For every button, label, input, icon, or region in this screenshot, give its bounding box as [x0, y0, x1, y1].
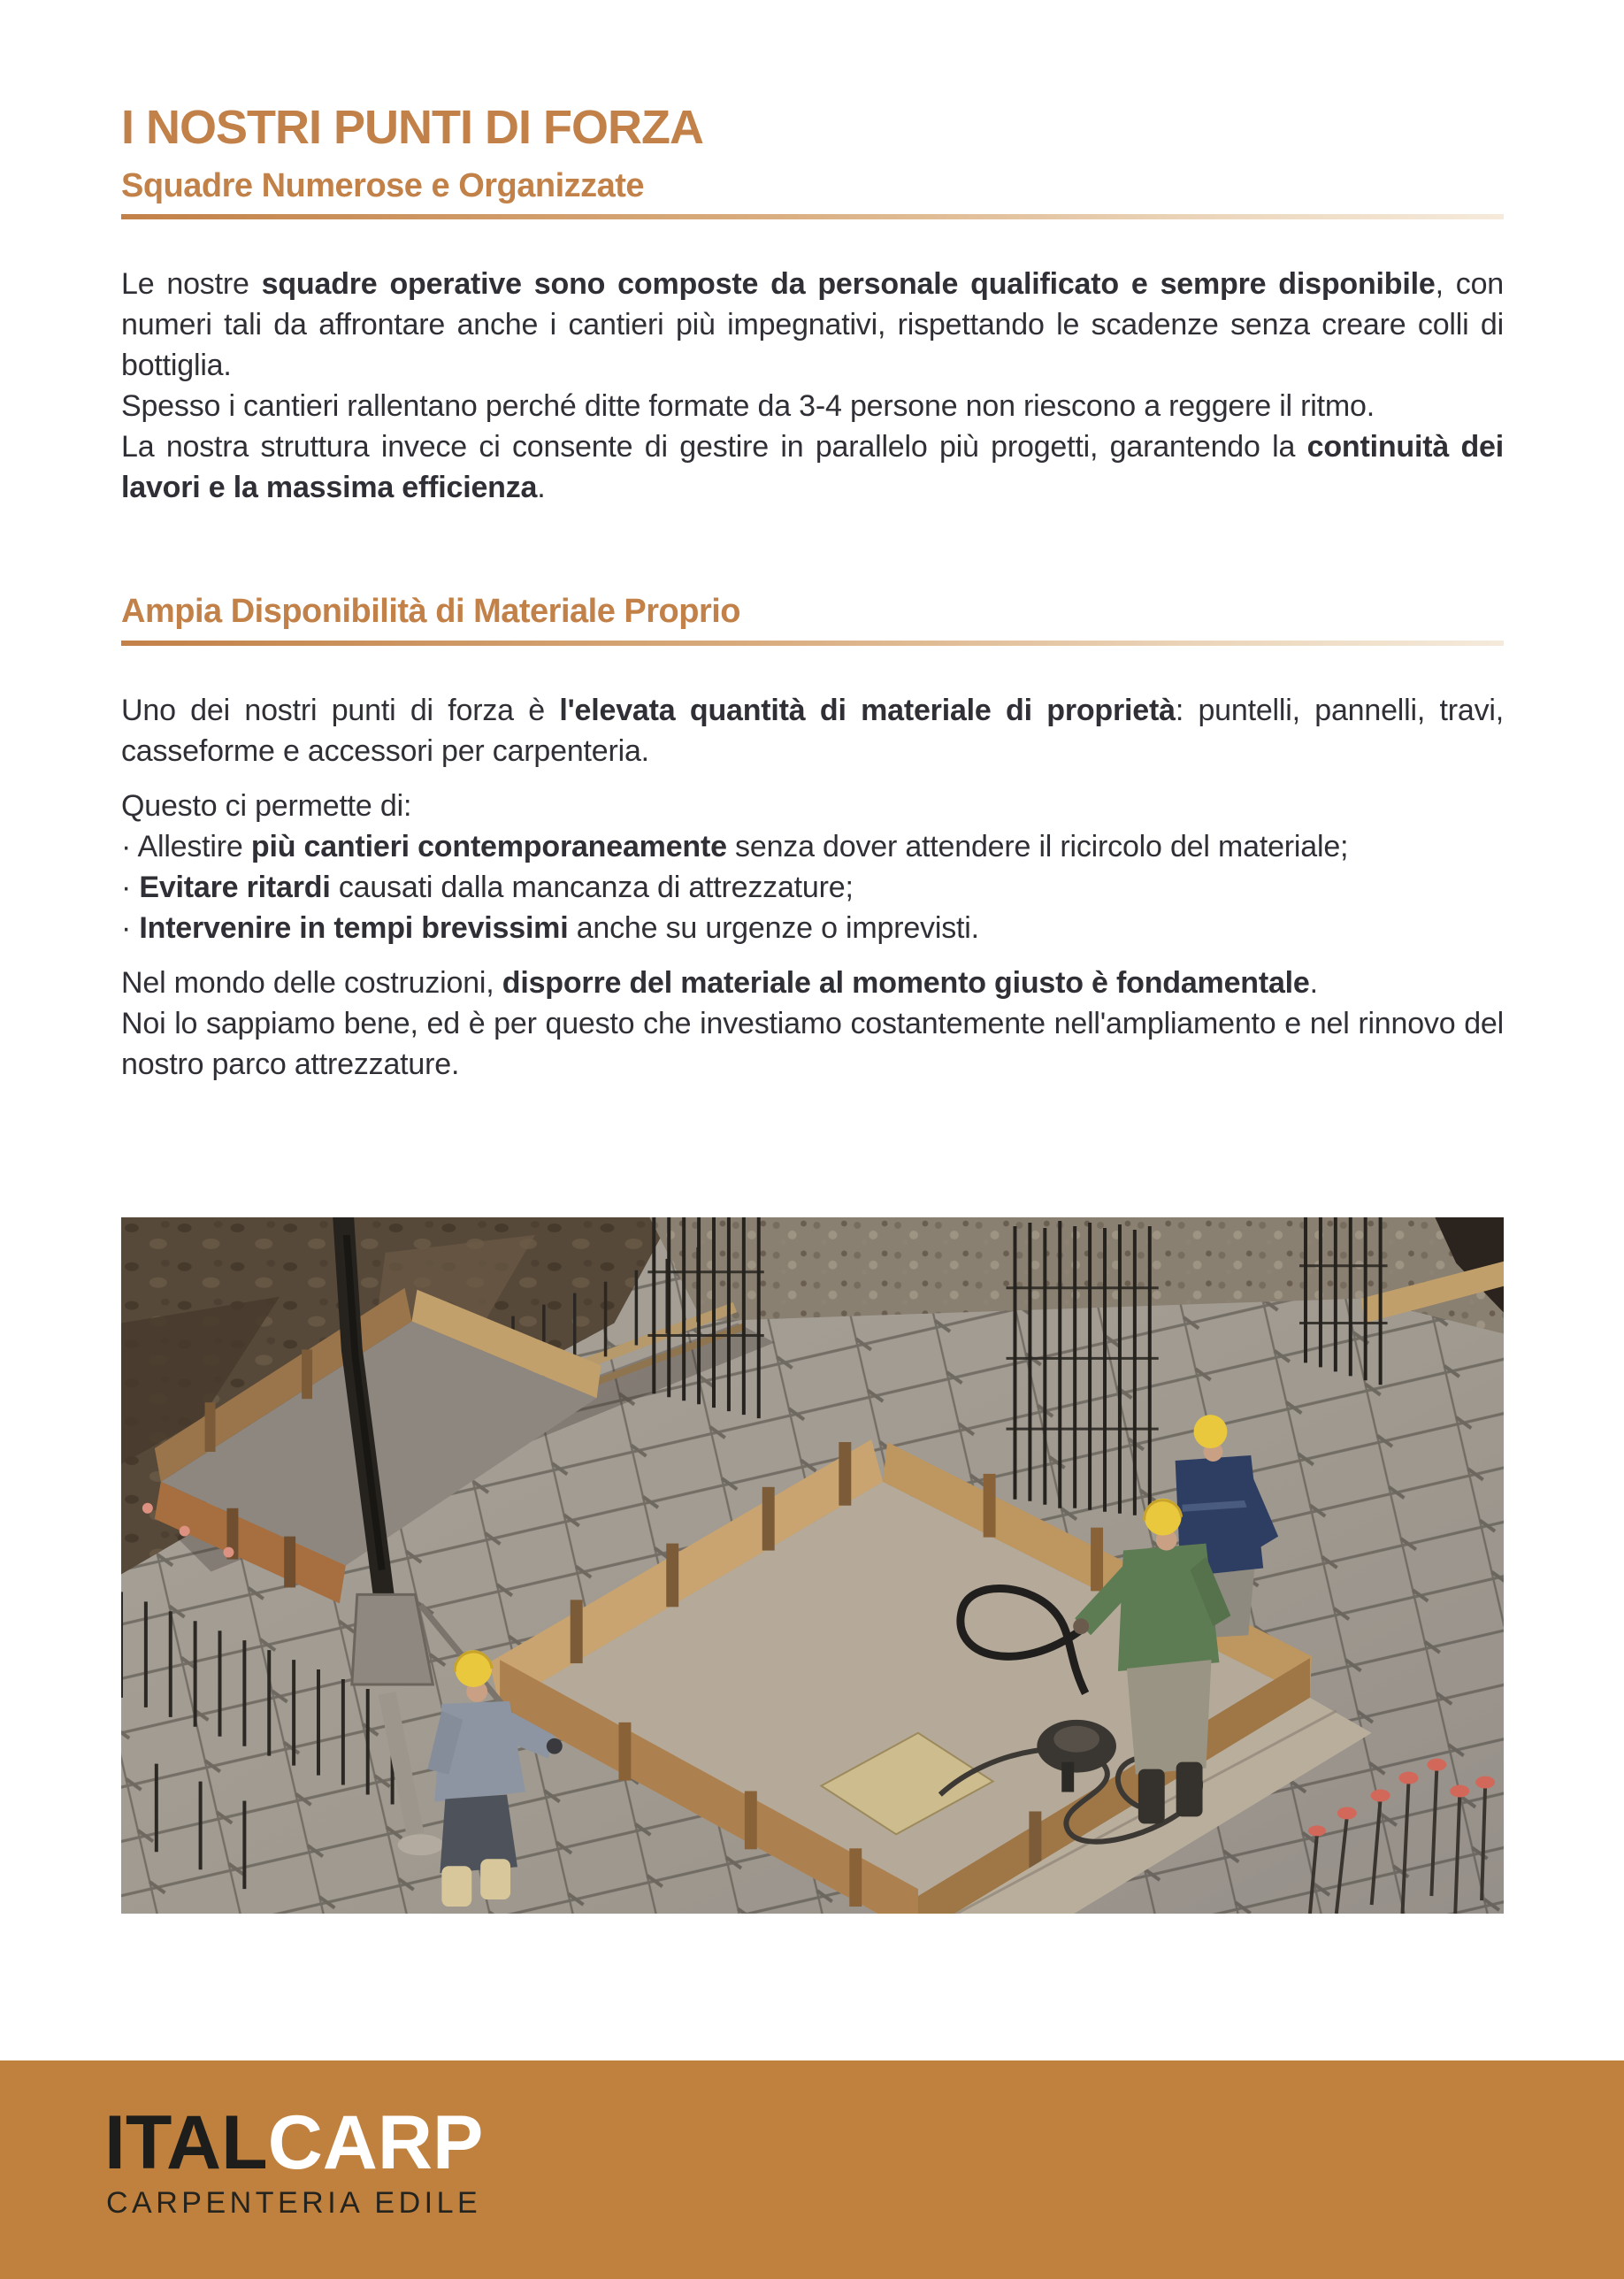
paragraph: Questo ci permette di: [121, 789, 412, 824]
section-heading-squadre: Squadre Numerose e Organizzate [121, 166, 645, 204]
page-title: I NOSTRI PUNTI DI FORZA [121, 101, 703, 154]
text-block [121, 786, 1504, 948]
paragraph: Le nostre squadre operative sono composte da personale qualificato e sempre disponibile, con numeri tali da affrontare anche i cantieri più impegnativi, rispettando le scadenze senza creare colli di bottiglia. [121, 267, 1504, 383]
logo-part-ital: ITAL [104, 2100, 268, 2185]
section-body [121, 264, 1504, 508]
paragraph: Spesso i cantieri rallentano perché ditte formate da 3-4 persone non riescono a reggere il ritmo. [121, 389, 1375, 424]
bullet-item: · Allestire più cantieri contemporaneamente senza dover attendere il ricircolo del materiale; [121, 830, 1349, 864]
section-materiale [121, 593, 1504, 1085]
paragraph: La nostra struttura invece ci consente di gestire in parallelo più progetti, garantendo la continuità dei lavori e la massima efficienza. [121, 430, 1505, 505]
logo-part-carp: CARP [267, 2100, 484, 2185]
bullet-item: · Intervenire in tempi brevissimi anche su urgenze o imprevisti. [121, 911, 979, 946]
paragraph: Uno dei nostri punti di forza è l'elevata quantità di materiale di proprietà: puntelli, pannelli, travi, casseforme e accessori per carpenteria. [121, 694, 1504, 769]
text-block [121, 264, 1504, 508]
text-block [121, 690, 1504, 771]
paragraph: Nel mondo delle costruzioni, disporre del materiale al momento giusto è fondamentale. [121, 966, 1318, 1001]
page-footer [0, 2060, 1624, 2279]
page-content [121, 0, 1504, 1914]
heading-rule [121, 641, 1504, 646]
section-body [121, 690, 1504, 1085]
company-logo [104, 2100, 484, 2220]
logo-wordmark [104, 2100, 484, 2185]
section-squadre [121, 167, 1504, 509]
heading-rule [121, 214, 1504, 219]
text-block [121, 963, 1504, 1085]
logo-tagline: CARPENTERIA EDILE [106, 2186, 482, 2220]
section-heading-materiale: Ampia Disponibilità di Materiale Proprio [121, 593, 740, 631]
paragraph: Noi lo sappiamo bene, ed è per questo che investiamo costantemente nell'ampliamento e nel rinnovo del nostro parco attrezzature. [121, 1007, 1504, 1082]
bullet-item: · Evitare ritardi causati dalla mancanza di attrezzature; [121, 871, 854, 905]
construction-site-photo [121, 1217, 1504, 1914]
